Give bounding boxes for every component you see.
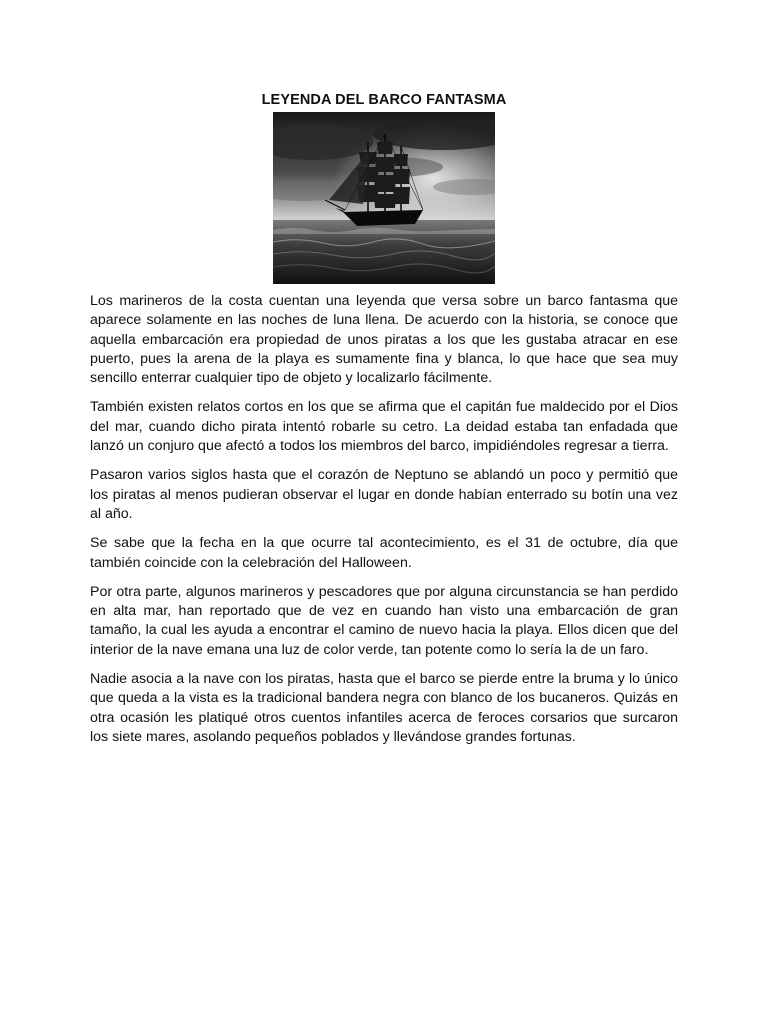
sailing-ship-photo-icon (273, 112, 495, 284)
paragraph: Por otra parte, algunos marineros y pescadores que por alguna circunstancia se han perdido en alta mar, han reportado que de vez en cuando han visto una embarcación de gran tamaño, la cual les ayuda a encontrar el camino de nuevo hacia la playa. Ellos dicen que del interior de la nave emana una luz de color verde, tan potente como lo sería la de un faro. (90, 583, 678, 658)
document-title: LEYENDA DEL BARCO FANTASMA (261, 92, 507, 108)
paragraph: También existen relatos cortos en los que se afirma que el capitán fue maldecido por el Dios del mar, cuando dicho pirata intentó robarle su cetro. La deidad estaba tan enfadada que lanzó un conjuro que afectó a todos los miembros del barco, impidiéndoles regresar a tierra. (90, 399, 678, 455)
paragraph: Nadie asocia a la nave con los piratas, hasta que el barco se pierde entre la bruma y lo único que queda a la vista es la tradicional bandera negra con blanco de los bucaneros. Quizás en otra ocasión les platiqué otros cuentos infantiles acerca de feroces corsarios que surcaron los siete mares, asolando pequeños poblados y llevándose grandes fortunas. (90, 671, 678, 745)
paragraph: Pasaron varios siglos hasta que el corazón de Neptuno se ablandó un poco y permitió que los piratas al menos pudieran observar el lugar en donde habían enterrado su botín una vez al año. (90, 467, 678, 522)
document-body (90, 292, 678, 757)
paragraph: Los marineros de la costa cuentan una leyenda que versa sobre un barco fantasma que aparece solamente en las noches de luna llena. De acuerdo con la historia, se conoce que aquella embarcación era propiedad de unos piratas a los que les gustaba atracar en ese puerto, pues la arena de la playa es sumamente fina y blanca, lo que hace que sea muy sencillo enterrar cualquier tipo de objeto y localizarlo fácilmente. (90, 293, 678, 387)
paragraph: Se sabe que la fecha en la que ocurre tal acontecimiento, es el 31 de octubre, día que también coincide con la celebración del Halloween. (90, 535, 678, 571)
